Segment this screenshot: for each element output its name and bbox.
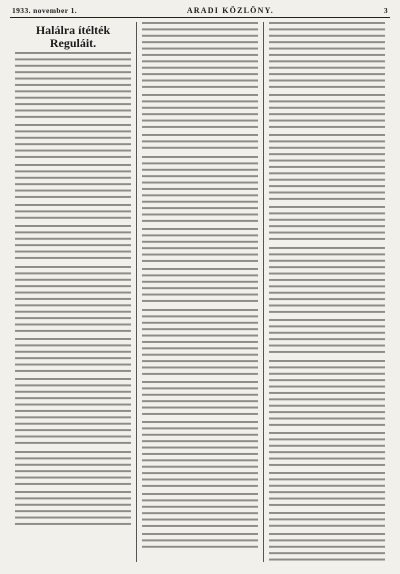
- paragraph: [15, 266, 131, 336]
- paragraph: [15, 378, 131, 448]
- masthead-rule: [10, 17, 390, 18]
- paragraph: [142, 381, 258, 419]
- paragraph: [142, 493, 258, 531]
- paper-name: ARADI KÖZLÖNY.: [186, 6, 275, 15]
- column-1: [10, 22, 136, 562]
- article-columns: [10, 22, 390, 562]
- paragraph: [142, 134, 258, 153]
- paragraph: [269, 206, 385, 244]
- paragraph: [15, 451, 131, 489]
- paragraph: [15, 225, 131, 263]
- paragraph: [269, 319, 385, 357]
- issue-date: 1933. november 1.: [12, 6, 77, 15]
- paragraph: [142, 156, 258, 226]
- paragraph: [269, 247, 385, 317]
- paragraph: [142, 22, 258, 92]
- paragraph: [269, 472, 385, 510]
- paragraph: [15, 491, 131, 529]
- page-number: 3: [383, 6, 388, 15]
- paragraph: [269, 22, 385, 92]
- paragraph: [142, 228, 258, 266]
- paragraph: [269, 94, 385, 132]
- paragraph: [142, 309, 258, 379]
- paragraph: [15, 338, 131, 376]
- paragraph: [142, 421, 258, 491]
- lead-headline: Halálra ítélték Reguláit.: [35, 23, 111, 50]
- paragraph: [15, 204, 131, 223]
- paragraph: [269, 360, 385, 430]
- paragraph: [269, 134, 385, 204]
- paragraph: [15, 124, 131, 162]
- paragraph: [142, 268, 258, 306]
- column-2: [136, 22, 263, 562]
- paragraph: [269, 533, 385, 562]
- paragraph: [269, 432, 385, 470]
- masthead: [10, 6, 390, 17]
- paragraph: [142, 94, 258, 132]
- column-3: [263, 22, 390, 562]
- paragraph: [269, 512, 385, 531]
- paragraph: [142, 533, 258, 552]
- paragraph: [15, 164, 131, 202]
- paragraph: [15, 52, 131, 122]
